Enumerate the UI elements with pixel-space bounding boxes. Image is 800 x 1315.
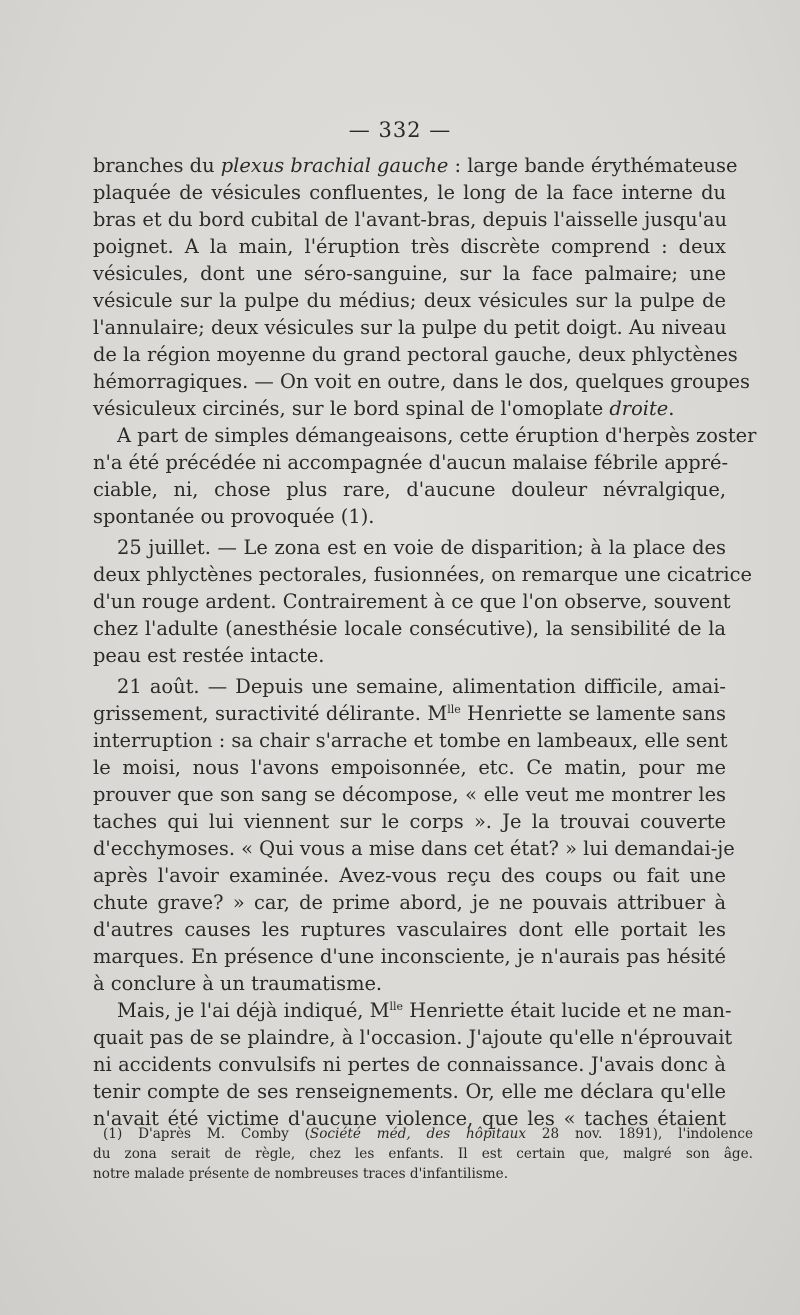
footnote-line: du zona serait de règle, chez les enfants. Il est certain que, malgré son âge. [93,1146,753,1162]
text-line: interruption : sa chair s'arrache et tombe en lambeaux, elle sent [93,729,728,752]
text-line: poignet. A la main, l'éruption très discrète comprend : deux [93,235,726,258]
text-line: Mais, je l'ai déjà indiqué, $M^{lle}$ Henriette était lucide et ne man- [117,999,732,1022]
paragraph-3 [93,534,752,669]
text-line: l'annulaire; deux vésicules sur la pulpe du petit doigt. Au niveau [93,316,727,339]
text-line: quait pas de se plaindre, à l'occasion. J'ajoute qu'elle n'éprouvait [93,1026,733,1049]
text-line: d'autres causes les ruptures vasculaires dont elle portait les [93,918,726,941]
text-line: chute grave? » car, de prime abord, je ne pouvais attribuer à [93,891,726,914]
text-line: branches du plexus brachial gauche : large bande érythémateuse [93,154,738,177]
text-line: deux phlyctènes pectorales, fusionnées, on remarque une cicatrice [93,563,752,586]
text-line: vésicule sur la pulpe du médius; deux vésicules sur la pulpe de [93,289,726,312]
text-line: taches qui lui viennent sur le corps ». Je la trouvai couverte [93,810,726,833]
text-line: bras et du bord cubital de l'avant-bras, depuis l'aisselle jusqu'au [93,208,728,231]
text-line: ciable, ni, chose plus rare, d'aucune douleur névralgique, [93,478,726,501]
text-line: grissement, suractivité délirante. $M^{lle}$ Henriette se lamente sans [93,702,726,725]
page-number: — 332 — [348,118,452,142]
text-line: hémorragiques. — On voit en outre, dans le dos, quelques groupes [93,370,750,393]
text-line: de la région moyenne du grand pectoral gauche, deux phlyctènes [93,343,738,366]
text-line: d'ecchymoses. « Qui vous a mise dans cet état? » lui demandai-je [93,837,735,860]
text-line: 21 août. — Depuis une semaine, alimentation difficile, amai- [117,675,726,698]
paragraph-4 [93,673,735,997]
text-line: A part de simples démangeaisons, cette éruption d'herpès zoster [117,424,757,447]
text-line: n'avait été victime d'aucune violence, que les « taches étaient [93,1107,726,1130]
footnote-line: notre malade présente de nombreuses traces d'infantilisme. [93,1166,509,1182]
text-line: vésiculeux circinés, sur le bord spinal de l'omoplate droite. [93,397,675,420]
paragraph-1 [93,152,750,422]
text-line: n'a été précédée ni accompagnée d'aucun malaise fébrile appré- [93,451,729,474]
paragraph-5 [93,997,733,1132]
text-line: chez l'adulte (anesthésie locale consécutive), la sensibilité de la [93,617,726,640]
text-line: 25 juillet. — Le zona est en voie de disparition; à la place des [117,536,726,559]
text-line: marques. En présence d'une inconsciente, je n'aurais pas hésité [93,945,726,968]
footnote-line: (1) D'après M. Comby (Société méd, des hôpitaux 28 nov. 1891), l'indolence [103,1126,753,1142]
text-line: spontanée ou provoquée (1). [93,505,375,528]
text-line: prouver que son sang se décompose, « elle veut me montrer les [93,783,726,806]
text-line: le moisi, nous l'avons empoisonnée, etc. Ce matin, pour me [93,756,726,779]
text-line: ni accidents convulsifs ni pertes de connaissance. J'avais donc à [93,1053,726,1076]
text-line: à conclure à un traumatisme. [93,972,383,995]
paragraph-2 [93,422,757,530]
text-line: plaquée de vésicules confluentes, le long de la face interne du [93,181,726,204]
text-line: vésicules, dont une séro-sanguine, sur la face palmaire; une [93,262,726,285]
footnote [93,1124,753,1184]
text-line: après l'avoir examinée. Avez-vous reçu des coups ou fait une [93,864,726,887]
body-text [93,152,757,1132]
text-line: d'un rouge ardent. Contrairement à ce que l'on observe, souvent [93,590,731,613]
text-line: peau est restée intacte. [93,644,325,667]
text-line: tenir compte de ses renseignements. Or, elle me déclara qu'elle [93,1080,726,1103]
